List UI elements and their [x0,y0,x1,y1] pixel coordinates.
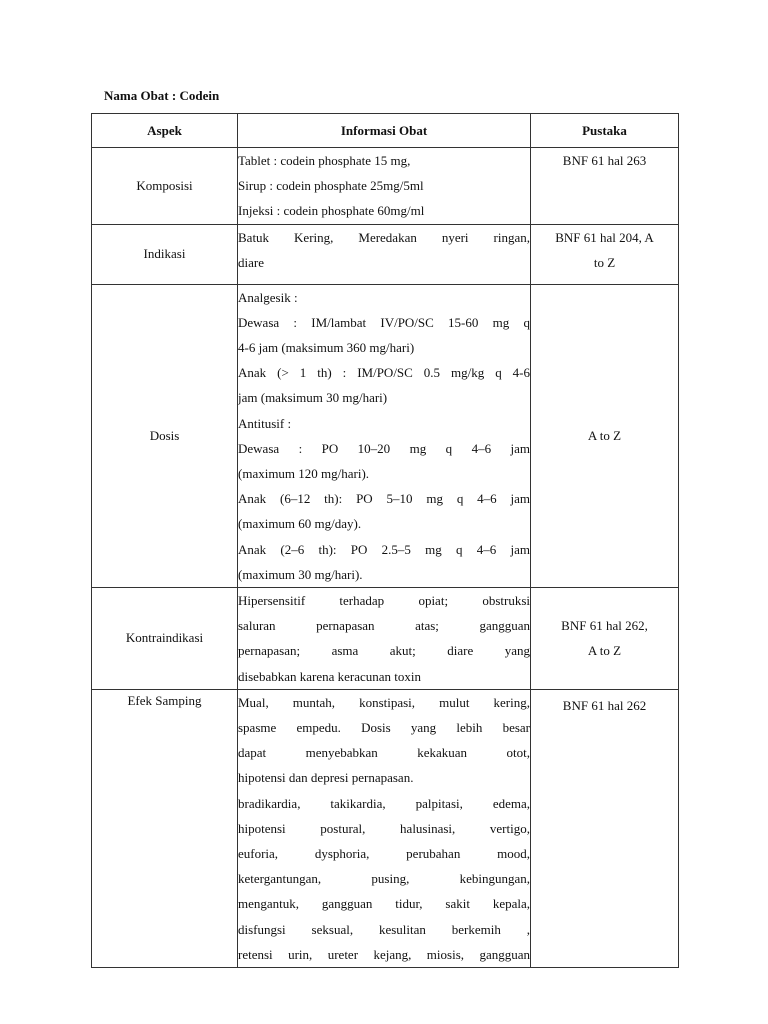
info-line: (maximum 60 mg/day). [238,516,362,532]
info-line: Dewasa : PO 10–20 mg q 4–6 jam [238,440,530,456]
pustaka-line: BNF 61 hal 204, A [555,229,654,245]
info-line: Hipersensitif terhadap opiat; obstruksi [238,593,530,609]
info-line: disebabkan karena keracunan toxin [238,668,422,684]
table-row-indikasi [92,224,679,284]
info-line: diare [238,254,264,270]
info-line: dapat menyebabkan kekakuan otot, [238,745,530,761]
info-line: ketergantungan, pusing, kebingungan, [238,871,530,887]
info-line: (maximum 30 mg/hari). [238,566,363,582]
info-line: Mual, muntah, konstipasi, mulut kering, [238,694,530,710]
cell-aspek-kontraindikasi: Kontraindikasi [92,588,238,690]
pustaka-line: to Z [593,254,616,270]
cell-info-efek-samping [238,689,531,967]
pustaka-line: BNF 61 hal 262, [561,618,648,634]
cell-info-komposisi [238,148,531,225]
info-line: (maximum 120 mg/hari). [238,466,370,482]
info-line: Batuk Kering, Meredakan nyeri ringan, [238,229,530,245]
header-informasi-obat: Informasi Obat [238,114,531,148]
info-line: pernapasan; asma akut; diare yang [238,643,530,659]
header-aspek: Aspek [92,114,238,148]
table-row-komposisi [92,148,679,225]
info-line: Anak (> 1 th) : IM/PO/SC 0.5 mg/kg q 4-6 [238,365,530,381]
info-line: bradikardia, takikardia, palpitasi, edema, [238,795,530,811]
pustaka-line: BNF 61 hal 263 [562,153,647,168]
table-row-kontraindikasi [92,588,679,690]
info-line: Injeksi : codein phosphate 60mg/ml [238,203,425,219]
cell-aspek-dosis: Dosis [92,284,238,587]
header-pustaka: Pustaka [531,114,679,148]
pustaka-line: A to Z [587,428,622,444]
cell-pustaka-komposisi [531,148,679,225]
table-row-efek-samping [92,689,679,967]
info-line: retensi urin, ureter kejang, miosis, gangguan [238,946,530,962]
info-line: Anak (6–12 th): PO 5–10 mg q 4–6 jam [238,491,530,507]
info-line: 4-6 jam (maksimum 360 mg/hari) [238,340,415,356]
cell-pustaka-efek-samping [531,689,679,967]
info-line: disfungsi seksual, kesulitan berkemih , [238,921,530,937]
info-line: spasme empedu. Dosis yang lebih besar [238,720,530,736]
info-line: hipotensi dan depresi pernapasan. [238,770,414,786]
info-line: Dewasa : IM/lambat IV/PO/SC 15-60 mg q [238,314,530,330]
info-line: Tablet : codein phosphate 15 mg, [238,153,411,168]
info-line: Anak (2–6 th): PO 2.5–5 mg q 4–6 jam [238,541,530,557]
info-line: euforia, dysphoria, perubahan mood, [238,846,530,862]
table-row-dosis [92,284,679,587]
cell-pustaka-dosis [531,284,679,587]
cell-info-indikasi [238,224,531,284]
info-line: jam (maksimum 30 mg/hari) [238,390,388,406]
cell-aspek-komposisi: Komposisi [92,148,238,225]
info-line: Analgesik : [238,289,298,305]
cell-aspek-efek-samping: Efek Samping [92,689,238,967]
cell-aspek-indikasi: Indikasi [92,224,238,284]
document-title: Nama Obat : Codein [104,88,220,103]
cell-pustaka-kontraindikasi [531,588,679,690]
info-line: Sirup : codein phosphate 25mg/5ml [238,178,424,194]
cell-info-dosis [238,284,531,587]
pustaka-line: A to Z [587,643,622,659]
cell-pustaka-indikasi [531,224,679,284]
pustaka-line: BNF 61 hal 262 [562,697,647,713]
info-line: hipotensi postural, halusinasi, vertigo, [238,820,530,836]
drug-info-table [91,113,679,968]
info-line: saluran pernapasan atas; gangguan [238,618,530,634]
table-header-row [92,114,679,148]
cell-info-kontraindikasi [238,588,531,690]
info-line: mengantuk, gangguan tidur, sakit kepala, [238,896,530,912]
info-line: Antitusif : [238,415,292,431]
